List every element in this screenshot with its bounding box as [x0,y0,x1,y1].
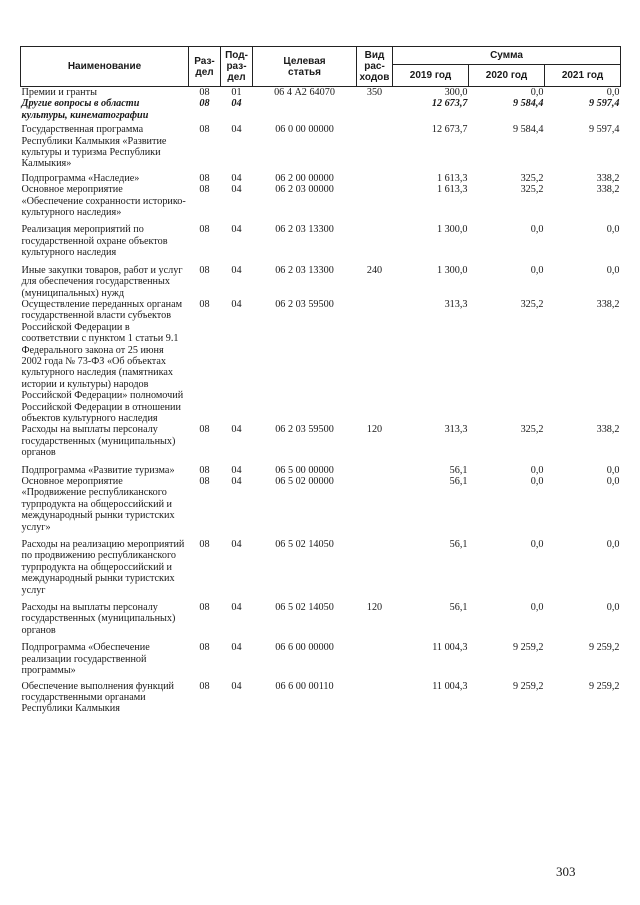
row-value-2021: 9 597,4 [588,124,620,136]
row-podrazdel-cell: 04 [231,264,242,276]
row-vid-cell [357,170,393,184]
row-value-2019: 56,1 [449,539,468,551]
row-razdel-cell: 08 [199,184,210,196]
row-value-2020: 9 259,2 [512,680,544,692]
row-name-cell: Основное мероприятие «Продвижение республиканского турпродукта на общероссийский и международный рынки туристских услуг» [21,476,175,533]
row-celevaya-cell: 06 5 02 14050 [275,602,334,614]
row-value-2020: 0,0 [530,224,544,236]
row-value-2019: 11 004,3 [432,680,468,692]
table-row [21,98,621,121]
row-vid-cell [357,218,393,258]
row-value-2020: 0,0 [530,464,544,476]
row-podrazdel-cell: 01 [231,87,242,98]
row-value-2020: 9 584,4 [512,98,544,110]
table-row [21,533,621,596]
row-vid-cell [357,98,393,121]
table-row [21,476,621,533]
row-value-2021: 338,2 [596,184,620,196]
row-value-2020: 325,2 [520,184,544,196]
row-razdel-cell: 08 [199,87,210,98]
row-razdel-cell: 08 [199,124,210,136]
row-value-2019: 300,0 [444,87,468,98]
row-name-cell: Государственная программа Республики Калмыкия «Развитие культуры и туризма Республики Калмыкия» [21,124,167,170]
row-vid-cell [357,459,393,476]
row-razdel-cell: 08 [199,172,210,184]
row-vid-cell: 240 [366,264,383,276]
row-name-cell: Премии и гранты [21,87,97,98]
table-row [21,636,621,676]
row-razdel-cell: 08 [199,476,210,487]
row-value-2020: 0,0 [530,602,544,614]
row-podrazdel-cell: 04 [231,124,242,136]
row-value-2021: 9 259,2 [588,642,620,654]
row-razdel-cell: 08 [199,264,210,276]
budget-table-container [20,46,620,715]
row-value-2019: 313,3 [444,424,468,436]
row-value-2019: 11 004,3 [432,642,468,654]
row-value-2019: 1 613,3 [436,184,468,196]
row-podrazdel-cell: 04 [231,680,242,692]
row-name-cell: Расходы на выплаты персоналу государственных (муниципальных) органов [21,602,176,636]
row-name-cell: Расходы на выплаты персоналу государственных (муниципальных) органов [21,424,176,459]
row-razdel-cell: 08 [199,298,210,310]
row-vid-cell: 120 [366,602,383,614]
table-row [21,170,621,184]
row-celevaya-cell: 06 2 00 00000 [275,172,334,184]
row-razdel-cell: 08 [199,224,210,236]
row-celevaya-cell [253,98,357,121]
table-row [21,184,621,218]
row-name-cell: Расходы на реализацию мероприятий по продвижению республиканского турпродукта на общероссийский и международный рынки туристских услуг [21,539,185,596]
row-razdel-cell: 08 [199,602,210,614]
table-row [21,596,621,636]
table-row [21,87,621,99]
row-celevaya-cell: 06 2 03 13300 [275,264,334,276]
row-value-2020: 9 584,4 [512,124,544,136]
row-celevaya-cell: 06 2 03 00000 [275,184,334,196]
header-year-2020: 2020 год [469,65,545,87]
row-razdel-cell: 08 [199,424,210,436]
row-value-2020: 325,2 [520,298,544,310]
row-vid-cell [357,476,393,533]
row-vid-cell: 120 [366,424,383,436]
row-value-2021: 9 259,2 [588,680,620,692]
row-podrazdel-cell: 04 [231,298,242,310]
row-value-2021: 338,2 [596,298,620,310]
row-value-2019: 1 613,3 [436,172,468,184]
row-vid-cell [357,299,393,424]
row-razdel-cell: 08 [199,98,210,110]
row-vid-cell [357,533,393,596]
row-value-2019: 56,1 [449,602,468,614]
row-value-2021: 0,0 [606,264,620,276]
header-name: Наименование [21,47,189,87]
row-razdel-cell: 08 [199,680,210,692]
table-row [21,259,621,299]
table-header [21,47,621,87]
row-name-cell: Реализация мероприятий по государственной охране объектов культурного наследия [21,224,168,259]
row-value-2021: 0,0 [606,224,620,236]
row-value-2021: 9 597,4 [588,98,620,110]
row-value-2019: 1 300,0 [436,264,468,276]
header-summa: Сумма [393,47,621,65]
row-vid-cell [357,636,393,676]
row-name-cell: Подпрограмма «Наследие» [21,172,140,184]
row-celevaya-cell: 06 4 А2 64070 [274,87,335,98]
row-name-cell: Обеспечение выполнения функций государственными органами Республики Калмыкия [21,680,174,715]
row-value-2020: 325,2 [520,172,544,184]
row-podrazdel-cell: 04 [231,602,242,614]
row-podrazdel-cell: 04 [231,642,242,654]
row-celevaya-cell: 06 0 00 00000 [275,124,334,136]
row-value-2019: 313,3 [444,298,468,310]
row-value-2020: 0,0 [530,87,544,98]
row-value-2021: 0,0 [606,476,620,487]
table-row [21,424,621,458]
row-podrazdel-cell: 04 [231,476,242,487]
row-value-2020: 0,0 [530,476,544,487]
row-podrazdel-cell: 04 [231,464,242,476]
header-vid-rashodov: Вид рас- ходов [357,47,393,87]
row-podrazdel-cell: 04 [231,539,242,551]
header-year-2021: 2021 год [545,65,621,87]
row-value-2019: 56,1 [449,476,468,487]
row-name-cell: Подпрограмма «Обеспечение реализации государственной программы» [21,642,150,677]
row-celevaya-cell: 06 6 00 00000 [275,642,334,654]
row-vid-cell [357,677,393,715]
table-row [21,121,621,170]
row-podrazdel-cell: 04 [231,184,242,196]
header-razdel: Раз- дел [189,47,221,87]
row-value-2021: 338,2 [596,172,620,184]
row-name-cell: Подпрограмма «Развитие туризма» [21,464,175,476]
table-row [21,218,621,258]
table-body [21,87,621,715]
row-value-2021: 0,0 [606,87,620,98]
header-celevaya-statya: Целевая статья [253,47,357,87]
row-celevaya-cell: 06 5 02 00000 [275,476,334,487]
row-celevaya-cell: 06 2 03 59500 [275,298,334,310]
row-podrazdel-cell: 04 [231,424,242,436]
row-celevaya-cell: 06 2 03 13300 [275,224,334,236]
row-celevaya-cell: 06 5 00 00000 [275,464,334,476]
row-value-2020: 0,0 [530,264,544,276]
row-value-2019: 1 300,0 [436,224,468,236]
header-podrazdel: Под- раз- дел [221,47,253,87]
row-razdel-cell: 08 [199,464,210,476]
row-value-2020: 9 259,2 [512,642,544,654]
row-celevaya-cell: 06 6 00 00110 [275,680,334,692]
row-value-2019: 12 673,7 [431,98,468,110]
row-razdel-cell: 08 [199,642,210,654]
row-name-cell: Осуществление переданных органам государственной власти субъектов Российской Федерации в соответствии с пунктом 1 статьи 9.1 Федерального закона от 25 июня 2002 года № 73-ФЗ «Об объектах культурного наследия (памятниках истории и культуры) народов Российской Федерации» полномочий Российской Федерации в отношении объектов культурного наследия [21,298,184,424]
row-name-cell: Основное мероприятие «Обеспечение сохранности историко-культурного наследия» [21,184,186,219]
row-podrazdel-cell: 04 [231,98,242,110]
row-name-cell: Иные закупки товаров, работ и услуг для обеспечения государственных (муниципальных) нужд [21,264,183,299]
table-row [21,677,621,715]
row-name-cell: Другие вопросы в области культуры, кинематографии [21,98,149,121]
row-value-2019: 56,1 [449,464,468,476]
row-celevaya-cell: 06 5 02 14050 [275,539,334,551]
budget-table [20,46,621,715]
header-year-2019: 2019 год [393,65,469,87]
row-vid-cell [357,184,393,218]
row-value-2020: 325,2 [520,424,544,436]
page-number: 303 [556,864,576,879]
row-value-2019: 12 673,7 [431,124,468,136]
row-razdel-cell: 08 [199,539,210,551]
row-value-2021: 338,2 [596,424,620,436]
row-celevaya-cell: 06 2 03 59500 [275,424,334,436]
row-podrazdel-cell: 04 [231,224,242,236]
row-podrazdel-cell: 04 [231,172,242,184]
row-vid-cell: 350 [366,87,383,98]
table-row [21,299,621,424]
row-value-2020: 0,0 [530,539,544,551]
row-value-2021: 0,0 [606,539,620,551]
row-vid-cell [357,121,393,170]
row-value-2021: 0,0 [606,464,620,476]
table-row [21,459,621,476]
row-value-2021: 0,0 [606,602,620,614]
